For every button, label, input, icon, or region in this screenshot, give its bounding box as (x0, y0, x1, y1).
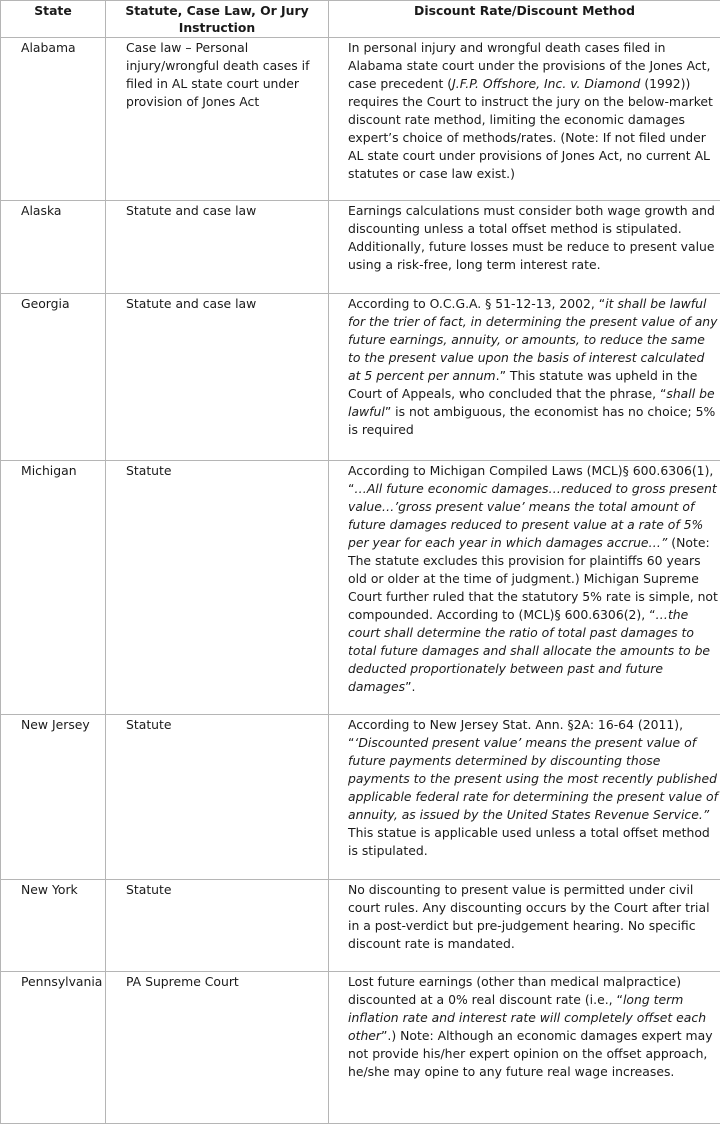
rate-cell (329, 201, 720, 294)
rate-text: .” This statute was upheld in the Court of Appeals, who concluded that the phrase, “ (348, 368, 697, 401)
statute-quote: …All future economic damages…reduced to gross present value…’gross present value’ means the total amount of future damages reduced to present value at a rate of 5% per year for each year in which damages accrue…” (348, 481, 717, 550)
rate-text: Lost future earnings (other than medical malpractice) discounted at a 0% real discount rate (i.e., “ (348, 974, 681, 1007)
rate-text: (Note: The statute excludes this provision for plaintiffs 60 years old or older at the time of judgment.) Michigan Supreme Court further ruled that the statutory 5% rate is simple, not compounded. According to (MCL)§ 600.6306(2), “ (348, 535, 718, 622)
state-cell: Michigan (1, 461, 106, 715)
authority-cell: Statute (106, 715, 329, 880)
state-cell: New Jersey (1, 715, 106, 880)
rate-text: In personal injury and wrongful death cases filed in Alabama state court under the provisions of the Jones Act, case precedent ( (348, 40, 710, 91)
rate-text: ”. (405, 679, 415, 694)
rate-cell (329, 461, 720, 715)
authority-cell: Case law – Personal injury/wrongful death cases if filed in AL state court under provision of Jones Act (106, 38, 329, 201)
rate-text: ”.) Note: Although an economic damages expert may not provide his/her expert opinion on the offset approach, he/she may opine to any future real wage increases. (348, 1028, 713, 1079)
table-body (1, 38, 720, 1124)
statute-quote: shall be lawful (348, 386, 715, 419)
case-citation: J.F.P. Offshore, Inc. v. Diamond (452, 76, 640, 91)
authority-cell: Statute and case law (106, 201, 329, 294)
table-row (1, 461, 720, 715)
rate-cell (329, 38, 720, 201)
table-row (1, 201, 720, 294)
state-cell: New York (1, 880, 106, 972)
statute-quote: long term inflation rate and interest rate will completely offset each other (348, 992, 706, 1043)
table-row (1, 715, 720, 880)
rate-text: Earnings calculations must consider both wage growth and discounting unless a total offset method is stipulated. Additionally, future losses must be reduce to present value using a risk-free, long term interest rate. (348, 203, 715, 272)
rate-cell (329, 972, 720, 1124)
header-state: State (1, 1, 106, 38)
authority-cell: Statute (106, 880, 329, 972)
rate-cell (329, 294, 720, 461)
table-row (1, 294, 720, 461)
authority-cell: Statute (106, 461, 329, 715)
statute-quote: ‘Discounted present value’ means the present value of future payments determined by discounting those payments to the present using the most recently published applicable federal rate for determining the present value of annuity, as issued by the United States Revenue Service.” (348, 735, 718, 822)
statute-quote: it shall be lawful for the trier of fact, in determining the present value of any future earnings, annuity, or amounts, to reduce the same to the present value upon the basis of interest calculated at 5 percent per annum (348, 296, 717, 383)
rate-text: This statue is applicable used unless a total offset method is stipulated. (348, 825, 710, 858)
rate-cell (329, 715, 720, 880)
state-cell: Alaska (1, 201, 106, 294)
statute-quote: …the court shall determine the ratio of total past damages to total future damages and shall allocate the amounts to be deducted proportionately between past and future damages (348, 607, 710, 694)
table-header (1, 1, 720, 38)
table-row (1, 972, 720, 1124)
state-cell: Alabama (1, 38, 106, 201)
rate-text: According to New Jersey Stat. Ann. §2A: 16-64 (2011), “ (348, 717, 683, 750)
rate-text: No discounting to present value is permitted under civil court rules. Any discounting occurs by the Court after trial in a post-verdict but pre-judgement hearing. No specific discount rate is mandated. (348, 882, 710, 951)
table-row (1, 880, 720, 972)
state-cell: Georgia (1, 294, 106, 461)
rate-text: ” is not ambiguous, the economist has no choice; 5% is required (348, 404, 715, 437)
header-type: Statute, Case Law, Or Jury Instruction (106, 1, 329, 38)
state-cell: Pennsylvania (1, 972, 106, 1124)
rate-text: According to Michigan Compiled Laws (MCL)§ 600.6306(1), “ (348, 463, 713, 496)
rate-text: According to O.C.G.A. § 51-12-13, 2002, “ (348, 296, 605, 311)
rate-text: (1992)) requires the Court to instruct the jury on the below-market discount rate method, limiting the economic damages expert’s choice of methods/rates. (Note: If not filed under AL state court under provisions of Jones Act, no current AL statutes or case law exist.) (348, 76, 713, 181)
table-row (1, 38, 720, 201)
rate-cell (329, 880, 720, 972)
header-row (1, 1, 720, 38)
authority-cell: Statute and case law (106, 294, 329, 461)
authority-cell: PA Supreme Court (106, 972, 329, 1124)
header-rate: Discount Rate/Discount Method (329, 1, 720, 38)
